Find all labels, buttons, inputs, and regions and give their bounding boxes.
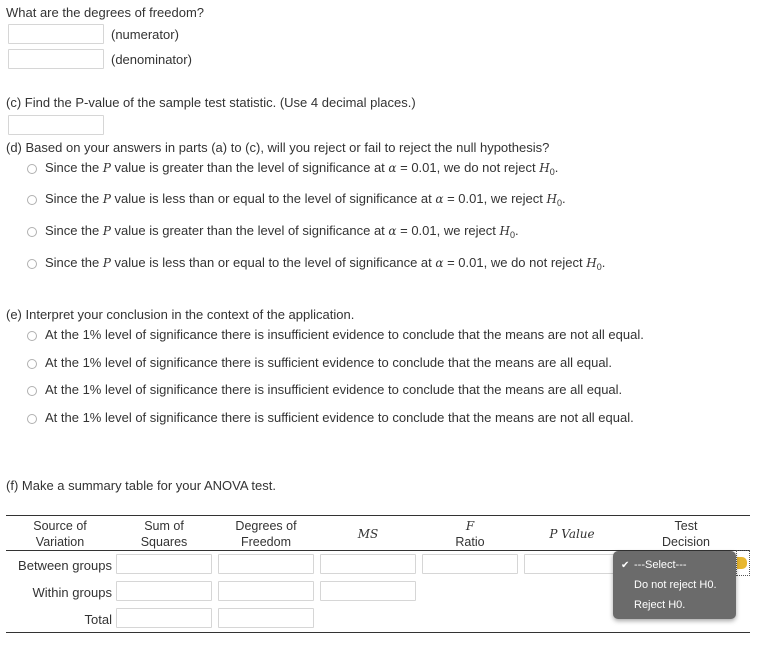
header-f: F Ratio — [455, 519, 485, 549]
row-label-between: Between groups — [18, 558, 112, 573]
part-f-question: (f) Make a summary table for your ANOVA test. — [6, 478, 276, 493]
option-e-4[interactable]: At the 1% level of significance there is sufficient evidence to conclude that the means are not all equal. — [45, 410, 634, 425]
f-ratio-input[interactable] — [422, 554, 518, 574]
df-total-input[interactable] — [218, 608, 314, 628]
ss-between-input[interactable] — [116, 554, 212, 574]
table-top-rule — [6, 515, 750, 516]
numerator-input[interactable] — [8, 24, 104, 44]
row-label-total: Total — [84, 612, 112, 627]
radio-e-1[interactable] — [27, 331, 37, 341]
part-e-question: (e) Interpret your conclusion in the context of the application. — [6, 307, 355, 322]
part-c-question: (c) Find the P-value of the sample test statistic. (Use 4 decimal places.) — [6, 95, 416, 110]
radio-d-3[interactable] — [27, 227, 37, 237]
denominator-input[interactable] — [8, 49, 104, 69]
numerator-label: (numerator) — [111, 27, 179, 42]
option-d-3[interactable]: Since the P value is greater than the level of significance at α = 0.01, we reject $H_0$. — [45, 223, 519, 240]
df-between-input[interactable] — [218, 554, 314, 574]
option-d-4[interactable]: Since the P value is less than or equal to the level of significance at α = 0.01, we do not reject $H_0$. — [45, 255, 606, 272]
header-df: Degrees of Freedom — [235, 519, 297, 549]
dropdown-option-reject[interactable]: Reject H0. — [634, 599, 686, 611]
option-d-1[interactable]: Since the P value is greater than the level of significance at α = 0.01, we do not reject $H_0$. — [45, 160, 559, 177]
option-e-2[interactable]: At the 1% level of significance there is sufficient evidence to conclude that the means are all equal. — [45, 355, 613, 370]
test-decision-dropdown[interactable] — [613, 551, 736, 619]
header-p: P Value — [549, 527, 595, 541]
radio-e-4[interactable] — [27, 414, 37, 424]
option-e-1[interactable]: At the 1% level of significance there is insufficient evidence to conclude that the means are not all equal. — [45, 327, 644, 342]
radio-d-4[interactable] — [27, 259, 37, 269]
option-e-3[interactable]: At the 1% level of significance there is insufficient evidence to conclude that the means are all equal. — [45, 382, 623, 397]
row-label-within: Within groups — [32, 585, 112, 600]
option-d-2[interactable]: Since the P value is less than or equal to the level of significance at α = 0.01, we reject $H_0$. — [45, 191, 566, 208]
radio-e-2[interactable] — [27, 359, 37, 369]
dropdown-option-select[interactable]: ---Select--- — [634, 559, 687, 571]
ms-between-input[interactable] — [320, 554, 416, 574]
denominator-label: (denominator) — [111, 52, 192, 67]
ss-total-input[interactable] — [116, 608, 212, 628]
radio-e-3[interactable] — [27, 386, 37, 396]
dropdown-option-do-not-reject[interactable]: Do not reject H0. — [634, 579, 717, 591]
radio-d-1[interactable] — [27, 164, 37, 174]
select-arrow-icon[interactable] — [737, 557, 747, 569]
checkmark-icon: ✔ — [621, 560, 630, 571]
table-bottom-rule — [6, 632, 750, 633]
p-value-table-input[interactable] — [524, 554, 620, 574]
part-d-question: (d) Based on your answers in parts (a) to (c), will you reject or fail to reject the null hypothesis? — [6, 140, 550, 155]
p-value-input[interactable] — [8, 115, 104, 135]
header-source: Source of Variation — [33, 519, 87, 549]
radio-d-2[interactable] — [27, 195, 37, 205]
header-ss: Sum of Squares — [140, 519, 188, 549]
dof-question: What are the degrees of freedom? — [6, 5, 205, 20]
header-decision: Test Decision — [662, 519, 710, 549]
ss-within-input[interactable] — [116, 581, 212, 601]
df-within-input[interactable] — [218, 581, 314, 601]
ms-within-input[interactable] — [320, 581, 416, 601]
header-ms: MS — [357, 527, 379, 541]
